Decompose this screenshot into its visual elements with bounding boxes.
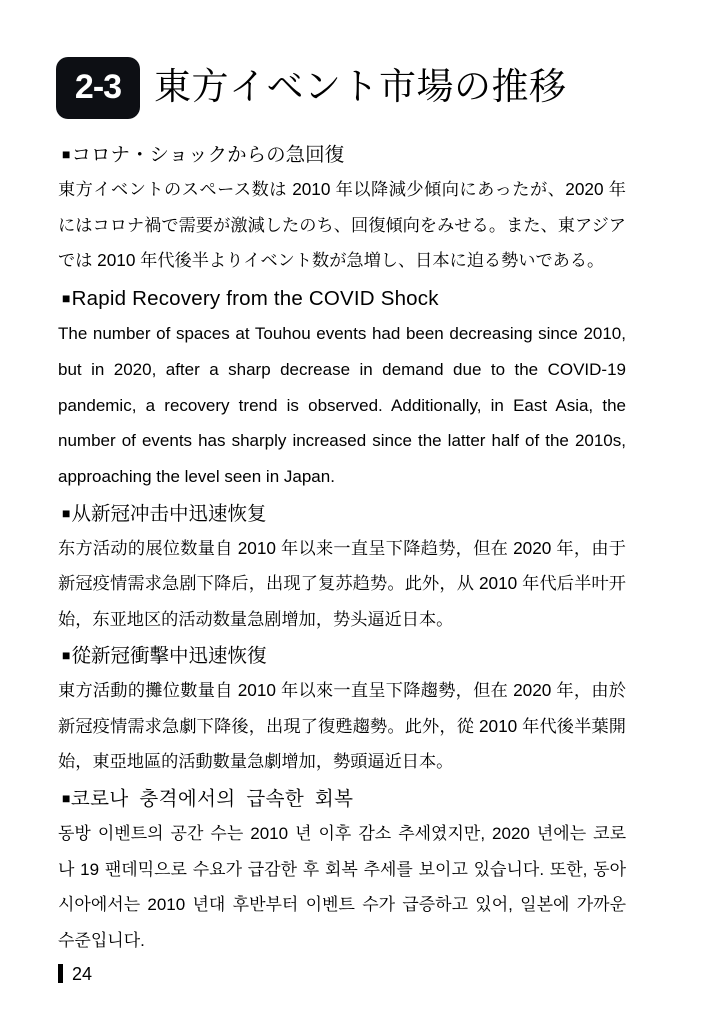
section-heading-zh-hant-text: 從新冠衝擊中迅速恢復 xyxy=(71,645,267,668)
page-footer xyxy=(58,964,92,983)
section-body-ja: 東方イベントのスペース数は 2010 年以降減少傾向にあったが、2020 年にはコロナ禍で需要が激減したのち、回復傾向をみせる。また、東アジアでは 2010 年代後半よりイベント数が急増し、日本に迫る勢いである。 xyxy=(58,179,626,271)
section-zh-hans xyxy=(58,499,626,638)
bullet-icon: ■ xyxy=(62,146,71,162)
section-heading-ja-text: コロナ・ショックからの急回復 xyxy=(71,144,345,166)
section-heading-zh-hant xyxy=(62,641,626,671)
section-heading-zh-hans xyxy=(62,499,626,529)
section-number-badge: 2-3 xyxy=(56,57,140,119)
page-number: 24 xyxy=(72,963,93,984)
section-heading-ja xyxy=(62,140,626,170)
section-ja xyxy=(58,140,626,279)
section-body-en: The number of spaces at Touhou events had been decreasing since 2010, but in 2020, after a sharp decrease in demand due to the COVID-19 pandemic, a recovery trend is observed. Additionally, in East Asia, the number of events has sharply increased since the latter half of the 2010s, approaching the level seen in Japan. xyxy=(58,324,626,487)
section-heading-en-text: Rapid Recovery from the COVID Shock xyxy=(71,286,439,310)
bullet-icon: ■ xyxy=(62,504,71,521)
bullet-icon: ■ xyxy=(62,647,71,664)
section-zh-hant xyxy=(58,641,626,780)
section-body-zh-hant: 東方活動的攤位數量自 2010 年以來一直呈下降趨勢，但在 2020 年，由於新冠疫情需求急劇下降後，出現了復甦趨勢。此外，從 2010 年代後半葉開始，東亞地區的活動數量急劇增加，勢頭逼近日本。 xyxy=(58,680,626,772)
page-title: 東方イベント市場の推移 xyxy=(154,65,567,107)
page-header xyxy=(56,57,567,119)
section-heading-ko xyxy=(62,784,626,814)
section-heading-zh-hans-text: 从新冠冲击中迅速恢复 xyxy=(71,502,267,525)
bullet-icon: ■ xyxy=(62,789,71,806)
bullet-icon: ■ xyxy=(62,289,71,306)
section-en xyxy=(58,283,626,495)
footer-bar-icon xyxy=(58,964,63,983)
section-heading-ko-text: 코로나 충격에서의 급속한 회복 xyxy=(70,787,354,810)
section-body-ko: 동방 이벤트의 공간 수는 2010 년 이후 감소 추세였지만, 2020 년에는 코로나 19 팬데믹으로 수요가 급감한 후 회복 추세를 보이고 있습니다. 또한, 동아시아에서는 2010 년대 후반부터 이벤트 수가 급증하고 있어, 일본에 가까운 수준입니다. xyxy=(58,824,626,951)
section-heading-en xyxy=(62,283,626,315)
section-ko xyxy=(58,784,626,959)
page-content xyxy=(58,140,626,959)
section-body-zh-hans: 东方活动的展位数量自 2010 年以来一直呈下降趋势，但在 2020 年，由于新冠疫情需求急剧下降后，出现了复苏趋势。此外，从 2010 年代后半叶开始，东亚地区的活动数量急剧增加，势头逼近日本。 xyxy=(58,537,626,629)
